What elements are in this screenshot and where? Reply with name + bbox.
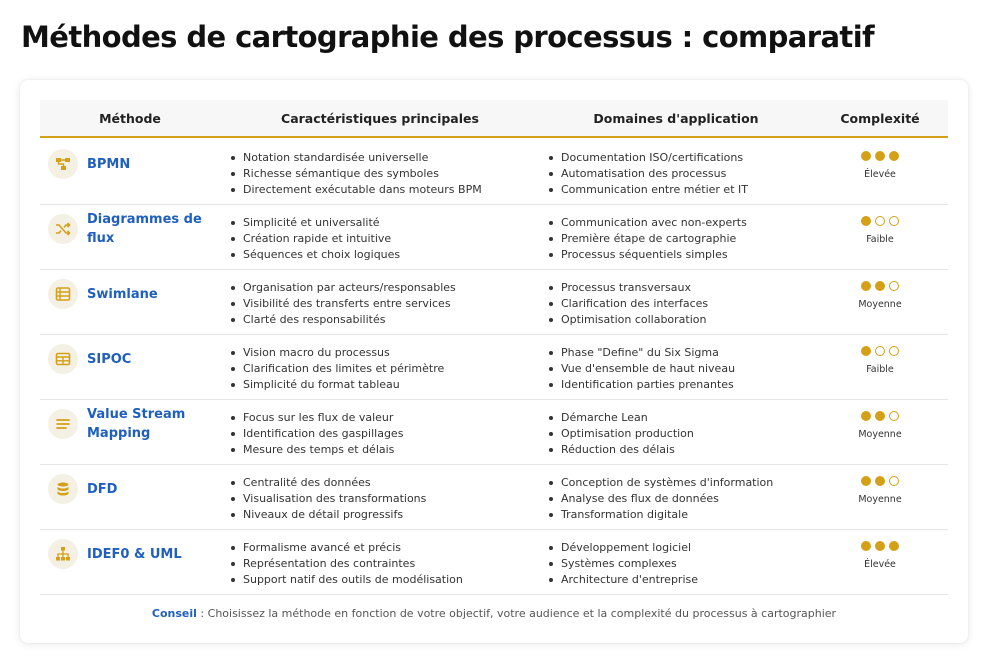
domains-item: Architecture d'entreprise: [546, 572, 698, 588]
tip-label: Conseil: [151, 607, 197, 620]
method-name[interactable]: IDEF0 & UML: [87, 546, 182, 562]
tip-text: : Choisissez la méthode en fonction de votre objectif, votre audience et la complexité du processus à cartographier: [196, 607, 837, 620]
method-name[interactable]: BPMN: [87, 156, 131, 172]
header-domains: Domaines d'application: [593, 111, 759, 126]
characteristics-item: Focus sur les flux de valeur: [228, 410, 403, 426]
characteristics-list: [228, 345, 444, 393]
characteristics-item: Organisation par acteurs/responsables: [228, 280, 456, 296]
hierarchy-icon: [48, 539, 78, 569]
comparison-card: [20, 80, 968, 643]
complexity-dot-filled: [861, 541, 871, 551]
complexity-cell: [812, 151, 948, 180]
complexity-dot-empty: [889, 411, 899, 421]
characteristics-list: [228, 410, 403, 458]
domains-item: Transformation digitale: [546, 507, 773, 523]
complexity-cell: [812, 281, 948, 310]
domains-item: Automatisation des processus: [546, 166, 748, 182]
complexity-dot-empty: [889, 476, 899, 486]
domains-item: Processus transversaux: [546, 280, 708, 296]
domains-list: [546, 215, 747, 263]
domains-item: Vue d'ensemble de haut niveau: [546, 361, 735, 377]
domains-item: Phase "Define" du Six Sigma: [546, 345, 735, 361]
characteristics-item: Séquences et choix logiques: [228, 247, 400, 263]
characteristics-list: [228, 540, 463, 588]
complexity-label: Faible: [866, 364, 894, 375]
complexity-dot-empty: [889, 216, 899, 226]
complexity-rating: [812, 476, 948, 488]
characteristics-item: Création rapide et intuitive: [228, 231, 400, 247]
complexity-rating: [812, 281, 948, 293]
characteristics-item: Clarté des responsabilités: [228, 312, 456, 328]
characteristics-item: Représentation des contraintes: [228, 556, 463, 572]
list-table-icon: [48, 279, 78, 309]
complexity-dot-empty: [889, 281, 899, 291]
characteristics-item: Visualisation des transformations: [228, 491, 426, 507]
complexity-label: Moyenne: [858, 494, 902, 505]
domains-item: Identification parties prenantes: [546, 377, 735, 393]
header-method: Méthode: [99, 111, 161, 126]
domains-item: Conception de systèmes d'information: [546, 475, 773, 491]
method-name[interactable]: Swimlane: [87, 286, 158, 302]
characteristics-item: Richesse sémantique des symboles: [228, 166, 482, 182]
page-title: Méthodes de cartographie des processus : comparatif: [21, 20, 875, 54]
complexity-dot-filled: [861, 476, 871, 486]
complexity-rating: [812, 541, 948, 553]
header-complexity: Complexité: [840, 111, 920, 126]
complexity-dot-filled: [889, 541, 899, 551]
complexity-rating: [812, 346, 948, 358]
characteristics-item: Simplicité et universalité: [228, 215, 400, 231]
complexity-cell: [812, 411, 948, 440]
characteristics-item: Clarification des limites et périmètre: [228, 361, 444, 377]
complexity-dot-filled: [875, 541, 885, 551]
complexity-dot-filled: [875, 151, 885, 161]
characteristics-item: Visibilité des transferts entre services: [228, 296, 456, 312]
table-row: [40, 205, 948, 270]
characteristics-item: Directement exécutable dans moteurs BPM: [228, 182, 482, 198]
complexity-label: Élevée: [864, 169, 896, 180]
complexity-label: Élevée: [864, 559, 896, 570]
domains-list: [546, 475, 773, 523]
complexity-label: Faible: [866, 234, 894, 245]
domains-item: Communication entre métier et IT: [546, 182, 748, 198]
method-name[interactable]: SIPOC: [87, 351, 132, 367]
characteristics-item: Formalisme avancé et précis: [228, 540, 463, 556]
characteristics-item: Niveaux de détail progressifs: [228, 507, 426, 523]
complexity-cell: [812, 216, 948, 245]
domains-list: [546, 280, 708, 328]
complexity-cell: [812, 541, 948, 570]
method-name[interactable]: Value Stream Mapping: [87, 407, 186, 441]
domains-item: Optimisation collaboration: [546, 312, 708, 328]
domains-list: [546, 150, 748, 198]
domains-item: Processus séquentiels simples: [546, 247, 747, 263]
complexity-dot-filled: [861, 216, 871, 226]
complexity-dot-filled: [875, 411, 885, 421]
domains-list: [546, 345, 735, 393]
characteristics-item: Notation standardisée universelle: [228, 150, 482, 166]
grid-table-icon: [48, 344, 78, 374]
characteristics-item: Vision macro du processus: [228, 345, 444, 361]
table-header: [40, 100, 948, 138]
domains-list: [546, 410, 694, 458]
characteristics-item: Simplicité du format tableau: [228, 377, 444, 393]
characteristics-list: [228, 150, 482, 198]
characteristics-list: [228, 215, 400, 263]
table-body: [40, 140, 948, 595]
table-row: [40, 140, 948, 205]
method-name[interactable]: DFD: [87, 481, 118, 497]
stream-lines-icon: [48, 409, 78, 439]
domains-item: Clarification des interfaces: [546, 296, 708, 312]
database-icon: [48, 474, 78, 504]
domains-item: Première étape de cartographie: [546, 231, 747, 247]
complexity-dot-filled: [861, 346, 871, 356]
shuffle-icon: [48, 214, 78, 244]
domains-item: Démarche Lean: [546, 410, 694, 426]
complexity-cell: [812, 476, 948, 505]
characteristics-list: [228, 280, 456, 328]
complexity-rating: [812, 411, 948, 423]
flowchart-icon: [48, 149, 78, 179]
characteristics-item: Identification des gaspillages: [228, 426, 403, 442]
table-row: [40, 270, 948, 335]
complexity-dot-filled: [875, 281, 885, 291]
table-row: [40, 530, 948, 595]
domains-item: Analyse des flux de données: [546, 491, 773, 507]
method-name[interactable]: Diagrammes de flux: [87, 212, 202, 246]
complexity-dot-filled: [889, 151, 899, 161]
domains-item: Documentation ISO/certifications: [546, 150, 748, 166]
domains-item: Communication avec non-experts: [546, 215, 747, 231]
complexity-label: Moyenne: [858, 299, 902, 310]
characteristics-item: Support natif des outils de modélisation: [228, 572, 463, 588]
complexity-dot-filled: [875, 476, 885, 486]
complexity-dot-filled: [861, 281, 871, 291]
complexity-rating: [812, 151, 948, 163]
table-row: [40, 400, 948, 465]
domains-item: Systèmes complexes: [546, 556, 698, 572]
domains-item: Réduction des délais: [546, 442, 694, 458]
complexity-cell: [812, 346, 948, 375]
domains-list: [546, 540, 698, 588]
tip-note: [20, 607, 968, 620]
domains-item: Développement logiciel: [546, 540, 698, 556]
characteristics-list: [228, 475, 426, 523]
characteristics-item: Mesure des temps et délais: [228, 442, 403, 458]
complexity-rating: [812, 216, 948, 228]
complexity-dot-empty: [875, 216, 885, 226]
complexity-dot-filled: [861, 151, 871, 161]
domains-item: Optimisation production: [546, 426, 694, 442]
characteristics-item: Centralité des données: [228, 475, 426, 491]
complexity-dot-filled: [861, 411, 871, 421]
complexity-dot-empty: [889, 346, 899, 356]
table-row: [40, 465, 948, 530]
header-characteristics: Caractéristiques principales: [281, 111, 479, 126]
complexity-label: Moyenne: [858, 429, 902, 440]
complexity-dot-empty: [875, 346, 885, 356]
table-row: [40, 335, 948, 400]
